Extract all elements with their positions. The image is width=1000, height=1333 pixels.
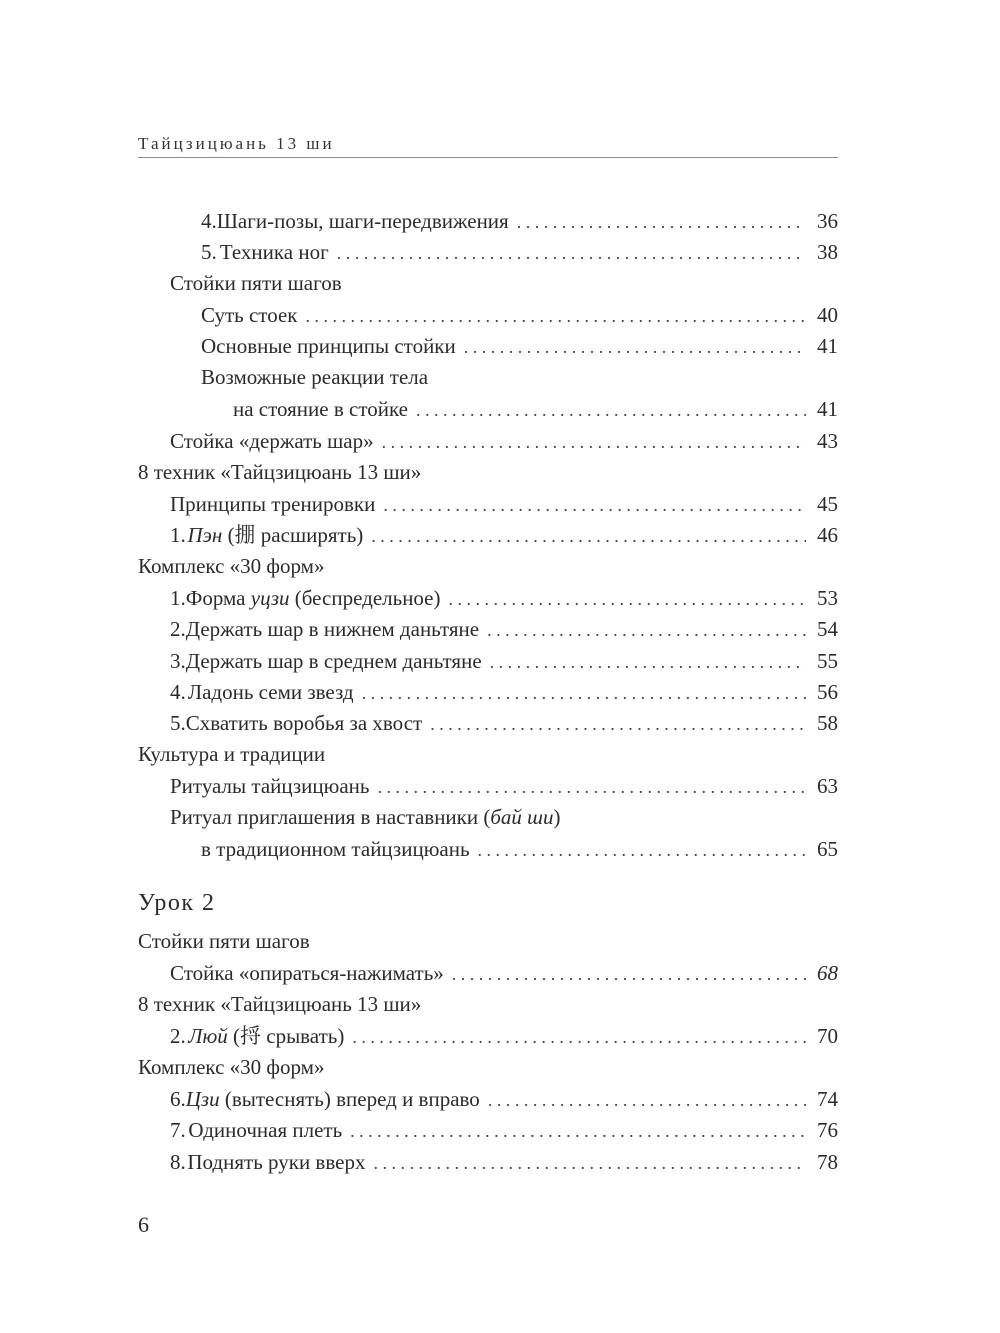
toc-dot-leader xyxy=(352,1022,806,1052)
toc-entry-title: Держать шар в нижнем даньтяне xyxy=(185,617,480,641)
toc-entry-number: 1. xyxy=(170,523,186,547)
toc-entry-title: Поднять руки вверх xyxy=(187,1150,366,1174)
toc-entry xyxy=(170,583,838,613)
toc-dot-leader xyxy=(487,615,806,645)
toc-entry-page: 40 xyxy=(817,303,838,327)
toc-dot-leader xyxy=(350,1116,806,1146)
toc-section-heading xyxy=(138,1052,324,1082)
toc-entry xyxy=(170,489,838,519)
running-head: Тайцзицюань 13 ши xyxy=(138,134,335,153)
toc-entry-number: 8. xyxy=(170,1150,186,1174)
toc-entry-number: 2. xyxy=(170,1024,186,1048)
toc-dot-leader xyxy=(430,709,806,739)
toc-entry-page: 70 xyxy=(817,1024,838,1048)
toc-dot-leader xyxy=(488,1085,806,1115)
toc-dot-leader xyxy=(464,332,806,362)
toc-entry-title: Ладонь семи звезд xyxy=(187,680,354,704)
toc-entry-number: 5. xyxy=(201,240,217,264)
toc-dot-leader xyxy=(452,959,806,989)
toc-entry-page: 76 xyxy=(817,1118,838,1142)
toc-entry-page: 53 xyxy=(817,586,838,610)
toc-entry-page: 41 xyxy=(817,397,838,421)
toc-entry xyxy=(201,331,838,361)
toc-entry-title: 8 техник «Тайцзицюань 13 ши» xyxy=(138,460,422,484)
toc-entry-page: 56 xyxy=(817,680,838,704)
toc-entry-number: 3. xyxy=(170,649,186,673)
toc-entry xyxy=(170,677,838,707)
toc-entry-title: Форма уцзи (беспредельное) xyxy=(185,586,441,610)
toc-dot-leader xyxy=(490,647,806,677)
toc-entry-title: Принципы тренировки xyxy=(170,492,376,516)
toc-entry-number: 6. xyxy=(170,1087,186,1111)
toc-entry-page: 63 xyxy=(817,774,838,798)
toc-entry-title: Суть стоек xyxy=(201,303,298,327)
toc-entry xyxy=(170,708,838,738)
toc-entry xyxy=(201,206,838,236)
toc-entry-number: 4. xyxy=(201,209,217,233)
toc-entry-title: Шаги-позы, шаги-передвижения xyxy=(216,209,509,233)
toc-entry-line xyxy=(201,362,428,392)
toc-entry-page: 45 xyxy=(817,492,838,516)
toc-entry xyxy=(170,1021,838,1051)
toc-entry xyxy=(170,771,838,801)
toc-entry-title: Одиночная плеть xyxy=(188,1118,343,1142)
toc-dot-leader xyxy=(377,772,806,802)
toc-entry-title: Возможные реакции тела xyxy=(201,365,429,389)
toc-entry-number: 1. xyxy=(170,586,186,610)
toc-entry xyxy=(201,300,838,330)
toc-section-heading xyxy=(138,989,421,1019)
toc-entry-page: 54 xyxy=(817,617,838,641)
toc-dot-leader xyxy=(383,490,806,520)
toc-entry xyxy=(170,614,838,644)
toc-entry-title: Основные принципы стойки xyxy=(201,334,456,358)
toc-dot-leader xyxy=(517,207,806,237)
toc-entry xyxy=(170,1147,838,1177)
toc-entry xyxy=(233,394,838,424)
toc-entry-number: 2. xyxy=(170,617,186,641)
toc-entry-title: Люй (捋 срывать) xyxy=(188,1024,345,1048)
toc-entry-title: Комплекс «30 форм» xyxy=(138,554,325,578)
lesson-heading: Урок 2 xyxy=(138,890,216,916)
toc-entry-page: 41 xyxy=(817,334,838,358)
toc-entry-page: 43 xyxy=(817,429,838,453)
toc-section-heading xyxy=(138,739,325,769)
toc-entry xyxy=(170,520,838,550)
toc-dot-leader xyxy=(382,427,806,457)
toc-entry-title: Ритуал приглашения в наставники (бай ши) xyxy=(170,805,561,829)
toc-entry-title: Пэн (掤 расширять) xyxy=(187,523,364,547)
toc-entry-page: 46 xyxy=(817,523,838,547)
toc-entry-title: Стойки пяти шагов xyxy=(138,929,310,953)
toc-dot-leader xyxy=(371,521,806,551)
toc-entry xyxy=(170,646,838,676)
toc-entry-title: Стойка «опираться-нажимать» xyxy=(170,961,444,985)
toc-entry-page: 55 xyxy=(817,649,838,673)
toc-entry-number: 5. xyxy=(170,711,186,735)
toc-section-heading xyxy=(138,551,324,581)
toc-entry xyxy=(170,958,838,988)
toc-entry-title: Ритуалы тайцзицюань xyxy=(170,774,370,798)
toc-entry xyxy=(201,834,838,864)
toc-entry xyxy=(170,1084,838,1114)
toc-dot-leader xyxy=(306,301,807,331)
toc-section-heading xyxy=(138,457,421,487)
toc-dot-leader xyxy=(449,584,807,614)
toc-entry-page: 58 xyxy=(817,711,838,735)
toc-dot-leader xyxy=(478,835,806,865)
toc-entry-title: Стойка «держать шар» xyxy=(170,429,374,453)
toc-entry-title: Стойки пяти шагов xyxy=(170,271,342,295)
toc-entry xyxy=(201,237,838,267)
toc-entry-title: Техника ног xyxy=(219,240,329,264)
toc-entry-title: на стояние в стойке xyxy=(233,397,408,421)
toc-entry-title: 8 техник «Тайцзицюань 13 ши» xyxy=(138,992,422,1016)
toc-entry-page: 78 xyxy=(817,1150,838,1174)
toc-entry-number: 4. xyxy=(170,680,186,704)
toc-dot-leader xyxy=(362,678,806,708)
toc-dot-leader xyxy=(373,1148,806,1178)
toc-entry xyxy=(170,1115,838,1145)
page-number: 6 xyxy=(138,1212,149,1237)
toc-entry xyxy=(170,426,838,456)
toc-entry-number: 7. xyxy=(170,1118,186,1142)
toc-entry-title: Культура и традиции xyxy=(138,742,326,766)
toc-entry-title: Держать шар в среднем даньтяне xyxy=(185,649,482,673)
toc-entry-page: 38 xyxy=(817,240,838,264)
toc-entry-title: Схватить воробья за хвост xyxy=(185,711,423,735)
toc-dot-leader xyxy=(416,395,806,425)
toc-section-heading xyxy=(138,926,310,956)
toc-dot-leader xyxy=(337,238,806,268)
toc-entry-title: Цзи (вытеснять) вперед и вправо xyxy=(185,1087,480,1111)
toc-entry-page: 65 xyxy=(817,837,838,861)
toc-entry-page: 36 xyxy=(817,209,838,233)
toc-entry-title: в традиционном тайцзицюань xyxy=(201,837,470,861)
toc-entry-line xyxy=(170,802,561,832)
toc-entry-page: 68 xyxy=(817,961,838,985)
toc-entry-title: Комплекс «30 форм» xyxy=(138,1055,325,1079)
toc-entry-page: 74 xyxy=(817,1087,838,1111)
toc-section-heading xyxy=(170,268,342,298)
